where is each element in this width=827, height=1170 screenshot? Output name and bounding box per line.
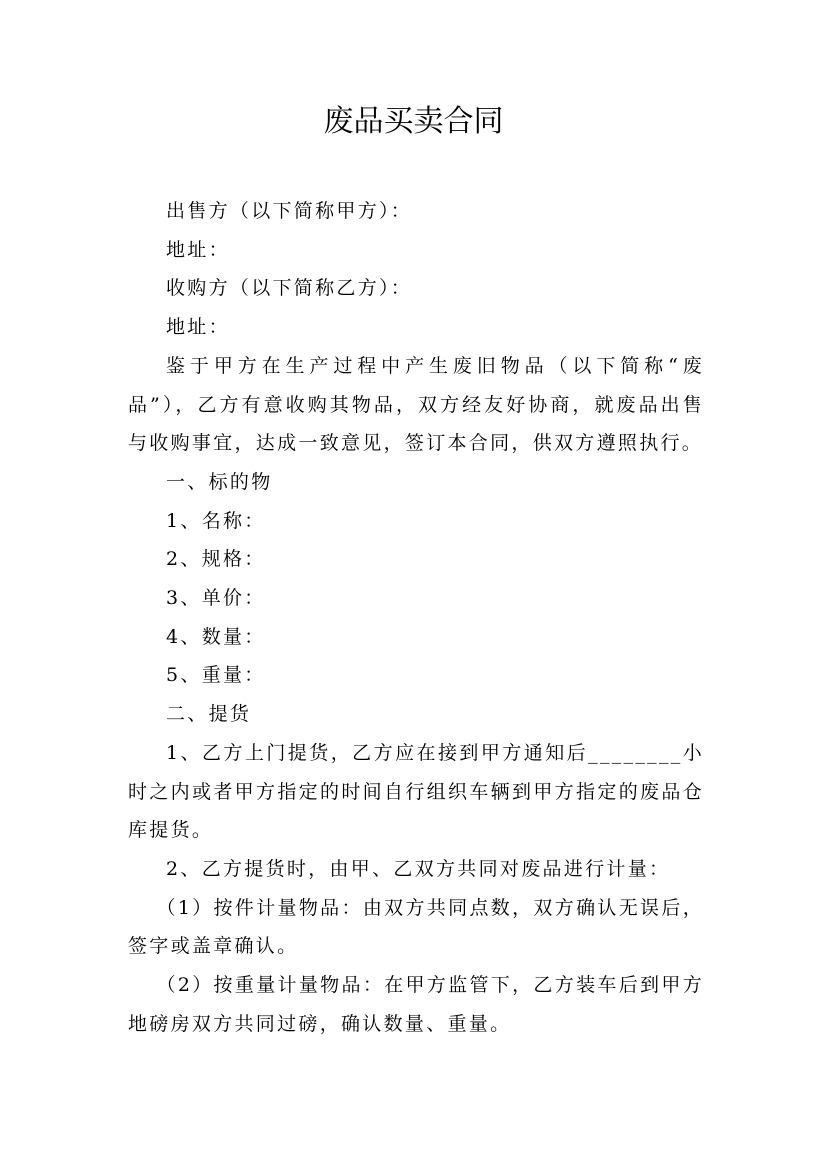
paragraph: （2）按重量计量物品：在甲方监管下，乙方装车后到甲方地磅房双方共同过磅，确认数量、重量。 [128, 974, 704, 1035]
document-body [128, 192, 704, 1043]
paragraph: 地址： [166, 316, 230, 339]
paragraph: 地址： [166, 238, 230, 261]
paragraph: 3、单价： [166, 587, 266, 610]
document-title: 废品买卖合同 [323, 104, 504, 139]
paragraph: 2、规格： [166, 548, 266, 571]
paragraph: 1、名称： [166, 509, 266, 532]
paragraph: 4、数量： [166, 625, 266, 648]
paragraph: 出售方（以下简称甲方）： [166, 200, 413, 222]
paragraph: 5、重量： [166, 664, 266, 687]
paragraph: 1、乙方上门提货，乙方应在接到甲方通知后________小时之内或者甲方指定的时间自行组织车辆到甲方指定的废品仓库提货。 [128, 741, 704, 842]
paragraph: 鉴于甲方在生产过程中产生废旧物品（以下简称“废品”），乙方有意收购其物品，双方经友好协商，就废品出售与收购事宜，达成一致意见，签订本合同，供双方遵照执行。 [128, 354, 704, 455]
paragraph: 一、标的物 [166, 470, 273, 493]
paragraph: 二、提货 [166, 703, 252, 726]
paragraph: （1）按件计量物品：由双方共同点数，双方确认无误后，签字或盖章确认。 [128, 896, 704, 958]
paragraph: 2、乙方提货时，由甲、乙双方共同对废品进行计量： [166, 857, 671, 880]
paragraph: 收购方（以下简称乙方）： [166, 277, 413, 300]
